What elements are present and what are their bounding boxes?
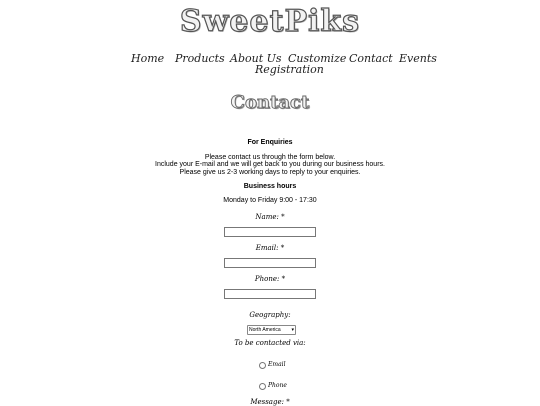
nav-item-home[interactable]: Home <box>131 52 165 65</box>
enquiries-line-2: Include your E-mail and we will get back to you during our business hours. <box>155 161 385 168</box>
contact-via-phone-label[interactable]: Phone <box>268 382 287 389</box>
business-hours-heading: Business hours <box>243 183 297 190</box>
name-label: Name: * <box>255 213 285 221</box>
nav-item-customize[interactable]: Customize <box>288 52 347 65</box>
email-label: Email: * <box>255 244 285 252</box>
business-hours-value: Monday to Friday 9:00 - 17:30 <box>223 197 317 204</box>
geography-label: Geography: <box>249 311 291 319</box>
message-label: Message: * <box>250 398 290 406</box>
nav-item-about-us[interactable]: About Us <box>230 52 282 65</box>
nav-item-contact[interactable]: Contact <box>349 52 393 65</box>
enquiries-heading: For Enquiries <box>247 139 293 146</box>
name-input[interactable] <box>224 227 316 237</box>
contact-via-email-label[interactable]: Email <box>268 361 286 368</box>
enquiries-line-1: Please contact us through the form below. <box>204 154 336 161</box>
email-input[interactable] <box>224 258 316 268</box>
phone-label: Phone: * <box>254 275 286 283</box>
nav-item-events[interactable]: Events <box>399 52 437 65</box>
site-logo[interactable]: SweetPiks <box>179 4 361 39</box>
phone-input[interactable] <box>224 289 316 299</box>
chevron-down-icon: ▾ <box>291 327 294 333</box>
geography-select[interactable] <box>247 325 296 335</box>
page-title: Contact <box>230 92 310 113</box>
nav-item-products[interactable]: Products <box>175 52 225 65</box>
geography-selected-value: North America <box>249 327 281 333</box>
contact-via-email-radio[interactable] <box>259 362 266 369</box>
nav-item-registration[interactable]: Registration <box>255 63 324 76</box>
enquiries-line-3: Please give us 2-3 working days to reply to your enquiries. <box>179 169 361 176</box>
contact-via-phone-radio[interactable] <box>259 383 266 390</box>
contact-via-label: To be contacted via: <box>234 339 306 347</box>
